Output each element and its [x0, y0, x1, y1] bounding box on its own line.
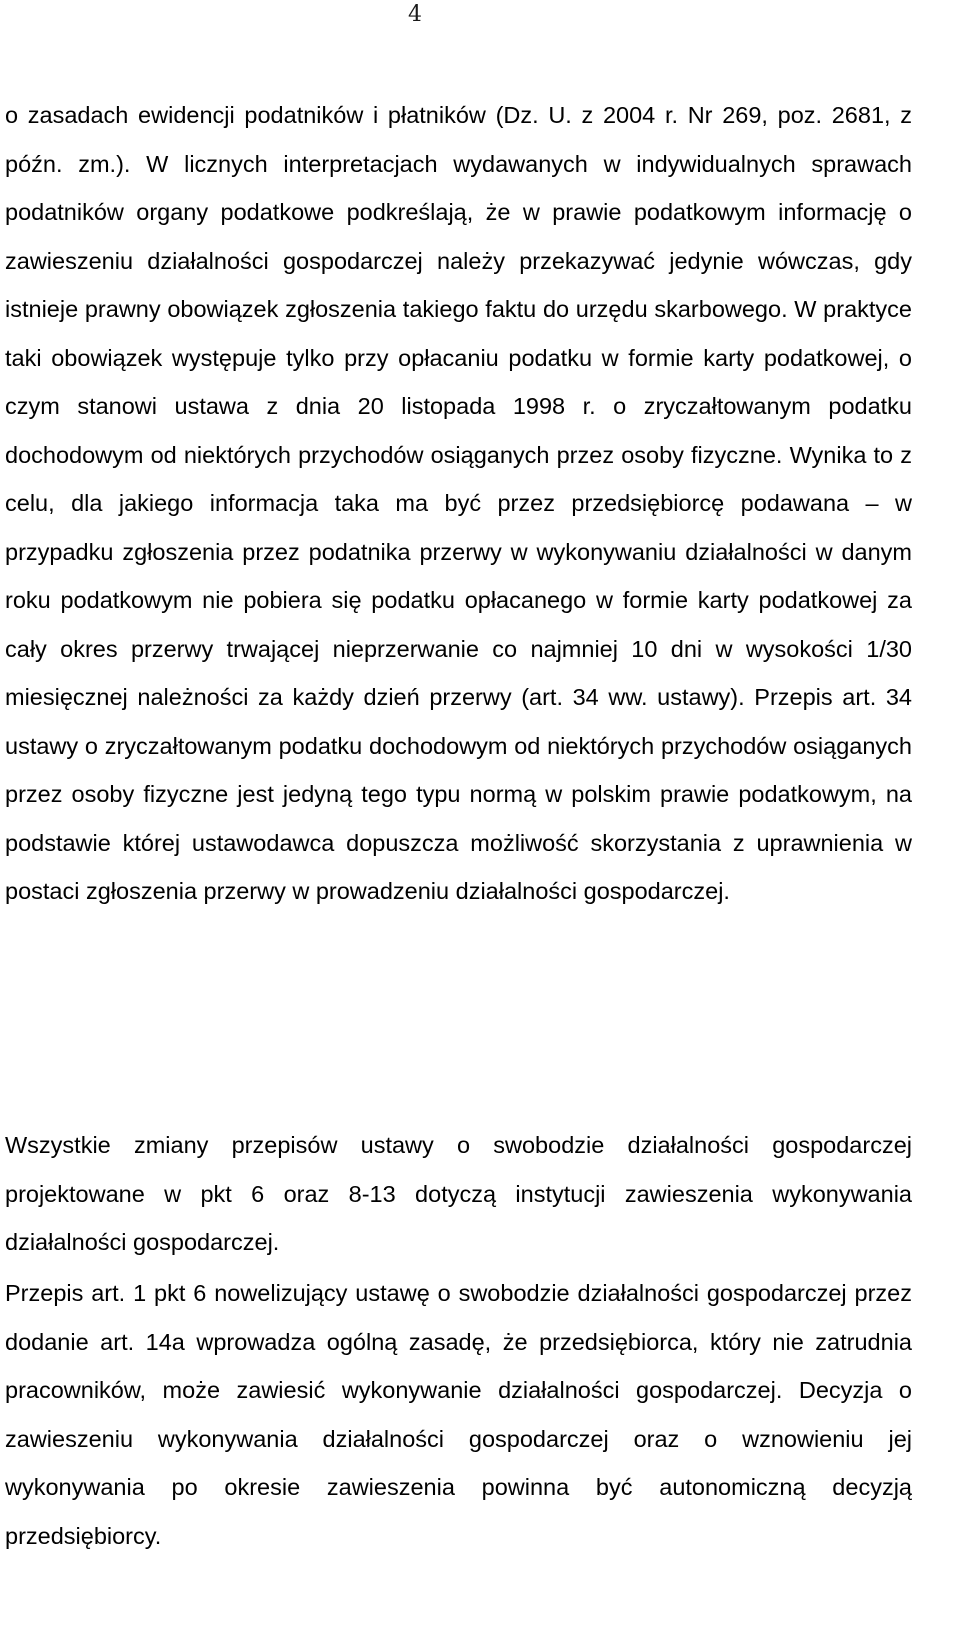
paragraph-1: [5, 91, 912, 916]
paragraph-1-text: o zasadach ewidencji podatników i płatników (Dz. U. z 2004 r. Nr 269, poz. 2681, z późn. zm.). W licznych interpretacjach wydawanych w indywidualnych sprawach podatników organy podatkowe podkreślają, że w prawie podatkowym informację o zawieszeniu działalności gospodarczej należy przekazywać jedynie wówczas, gdy istnieje prawny obowiązek zgłoszenia takiego faktu do urzędu skarbowego. W praktyce taki obowiązek występuje tylko przy opłacaniu podatku w formie karty podatkowej, o czym stanowi ustawa z dnia 20 listopada 1998 r. o zryczałtowanym podatku dochodowym od niektórych przychodów osiąganych przez osoby fizyczne. Wynika to z celu, dla jakiego informacja taka ma być przez przedsiębiorcę podawana – w przypadku zgłoszenia przez podatnika przerwy w wykonywaniu działalności w danym roku podatkowym nie pobiera się podatku opłacanego w formie karty podatkowej za cały okres przerwy trwającej nieprzerwanie co najmniej 10 dni w wysokości 1/30 miesięcznej należności za każdy dzień przerwy (art. 34 ww. ustawy). Przepis art. 34 ustawy o zryczałtowanym podatku dochodowym od niektórych przychodów osiąganych przez osoby fizyczne jest jedyną tego typu normą w polskim prawie podatkowym, na podstawie której ustawodawca dopuszcza możliwość skorzystania z uprawnienia w postaci zgłoszenia przerwy w prowadzeniu działalności gospodarczej.: [5, 102, 912, 904]
paragraph-2: [5, 1121, 912, 1267]
paragraph-3: [5, 1269, 912, 1560]
paragraph-3-text: Przepis art. 1 pkt 6 nowelizujący ustawę o swobodzie działalności gospodarczej przez dodanie art. 14a wprowadza ogólną zasadę, że przedsiębiorca, który nie zatrudnia pracowników, może zawiesić wykonywanie działalności gospodarczej. Decyzja o zawieszeniu wykonywania działalności gospodarczej oraz o wznowieniu jej wykonywania po okresie zawieszenia powinna być autonomiczną decyzją przedsiębiorcy.: [5, 1280, 912, 1549]
paragraph-2-text: Wszystkie zmiany przepisów ustawy o swobodzie działalności gospodarczej projektowane w pkt 6 oraz 8-13 dotyczą instytucji zawieszenia wykonywania działalności gospodarczej.: [5, 1132, 912, 1255]
page-number: 4: [408, 2, 422, 27]
